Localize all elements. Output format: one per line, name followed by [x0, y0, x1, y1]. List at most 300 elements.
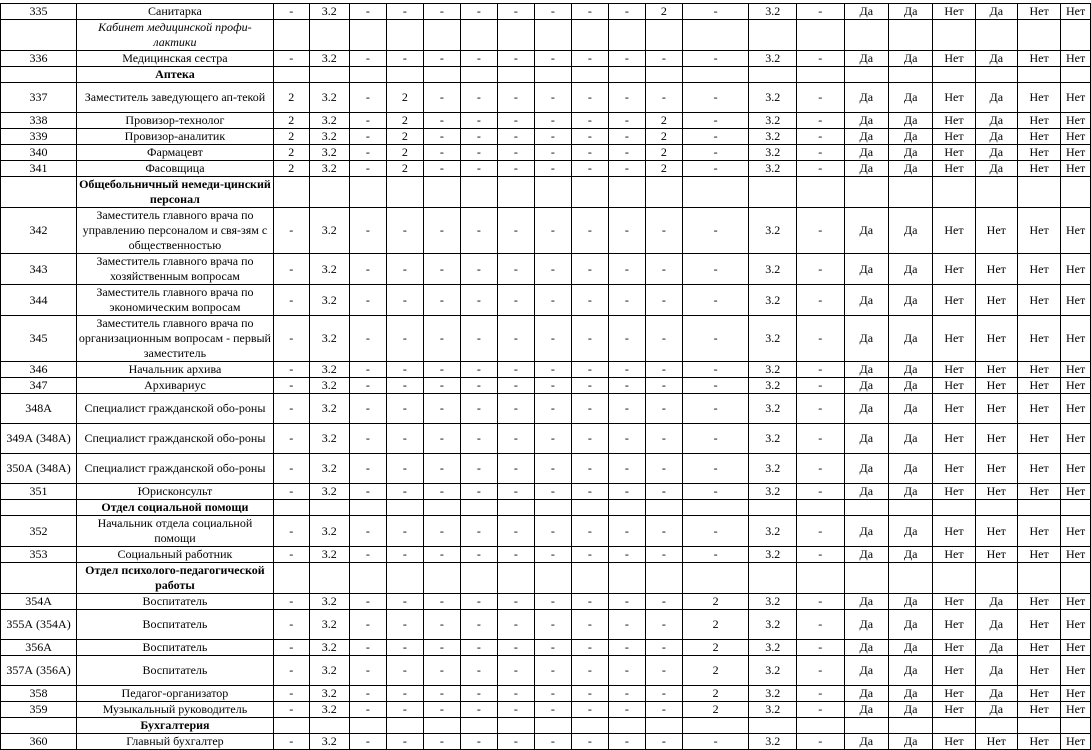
- value-cell: -: [423, 516, 460, 547]
- value-cell: -: [386, 516, 423, 547]
- value-cell: -: [682, 129, 749, 145]
- value-cell: 2: [682, 610, 749, 640]
- value-cell: -: [386, 656, 423, 686]
- value-cell: Да: [888, 656, 932, 686]
- value-cell: -: [682, 362, 749, 378]
- value-cell: -: [571, 734, 608, 750]
- value-cell: -: [682, 208, 749, 254]
- empty-cell: [797, 67, 845, 83]
- value-cell: 3.2: [309, 83, 349, 113]
- empty-cell: [460, 67, 497, 83]
- value-cell: Нет: [1017, 394, 1060, 424]
- value-cell: Нет: [933, 285, 975, 316]
- value-cell: 2: [645, 129, 682, 145]
- value-cell: Нет: [933, 113, 975, 129]
- empty-cell: [349, 563, 386, 594]
- value-cell: 2: [273, 145, 309, 161]
- empty-cell: [571, 563, 608, 594]
- section-title: Отдел социальной помощи: [77, 500, 274, 516]
- position-name-cell: Специалист гражданской обо-роны: [77, 424, 274, 454]
- value-cell: Да: [888, 547, 932, 563]
- value-cell: Да: [844, 702, 888, 718]
- value-cell: -: [645, 656, 682, 686]
- value-cell: -: [423, 686, 460, 702]
- value-cell: -: [273, 394, 309, 424]
- value-cell: Да: [844, 362, 888, 378]
- value-cell: Нет: [1061, 51, 1091, 67]
- table-row: [1, 454, 1091, 484]
- empty-cell: [608, 177, 645, 208]
- value-cell: -: [423, 610, 460, 640]
- value-cell: Нет: [1017, 161, 1060, 177]
- value-cell: -: [423, 145, 460, 161]
- value-cell: 3.2: [749, 484, 797, 500]
- empty-cell: [1061, 563, 1091, 594]
- value-cell: -: [460, 208, 497, 254]
- empty-cell: [682, 563, 749, 594]
- value-cell: Нет: [975, 362, 1017, 378]
- value-cell: -: [571, 656, 608, 686]
- position-name-cell: Воспитатель: [77, 610, 274, 640]
- table-row: [1, 656, 1091, 686]
- table-row: [1, 285, 1091, 316]
- value-cell: Нет: [975, 316, 1017, 362]
- empty-cell: [888, 718, 932, 734]
- value-cell: Нет: [1017, 594, 1060, 610]
- value-cell: -: [273, 254, 309, 285]
- value-cell: Да: [844, 547, 888, 563]
- empty-cell: [933, 67, 975, 83]
- value-cell: 3.2: [749, 610, 797, 640]
- value-cell: -: [386, 594, 423, 610]
- position-name-cell: Воспитатель: [77, 656, 274, 686]
- value-cell: -: [797, 594, 845, 610]
- value-cell: Да: [975, 594, 1017, 610]
- value-cell: -: [349, 208, 386, 254]
- value-cell: -: [386, 454, 423, 484]
- value-cell: -: [608, 316, 645, 362]
- value-cell: -: [497, 454, 534, 484]
- value-cell: Да: [975, 640, 1017, 656]
- value-cell: 2: [645, 4, 682, 20]
- value-cell: -: [349, 254, 386, 285]
- empty-cell: [1017, 67, 1060, 83]
- empty-cell: [749, 500, 797, 516]
- value-cell: -: [460, 145, 497, 161]
- table-row: [1, 254, 1091, 285]
- value-cell: -: [571, 640, 608, 656]
- empty-cell: [309, 177, 349, 208]
- section-header-row: [1, 177, 1091, 208]
- position-name-cell: Фармацевт: [77, 145, 274, 161]
- row-number-cell: 341: [1, 161, 77, 177]
- row-number-cell: 342: [1, 208, 77, 254]
- empty-cell: [797, 177, 845, 208]
- value-cell: -: [534, 394, 571, 424]
- table-row: [1, 734, 1091, 750]
- row-number-cell: 344: [1, 285, 77, 316]
- value-cell: Нет: [1061, 161, 1091, 177]
- value-cell: -: [608, 424, 645, 454]
- value-cell: -: [571, 145, 608, 161]
- value-cell: Да: [888, 254, 932, 285]
- empty-cell: [534, 67, 571, 83]
- empty-cell: [1017, 563, 1060, 594]
- position-name-cell: Санитарка: [77, 4, 274, 20]
- value-cell: Нет: [1061, 113, 1091, 129]
- empty-cell: [497, 563, 534, 594]
- value-cell: -: [608, 161, 645, 177]
- value-cell: -: [273, 51, 309, 67]
- section-header-row: [1, 67, 1091, 83]
- empty-cell: [460, 718, 497, 734]
- value-cell: -: [571, 454, 608, 484]
- value-cell: Нет: [933, 734, 975, 750]
- value-cell: Нет: [1061, 640, 1091, 656]
- value-cell: 3.2: [749, 394, 797, 424]
- value-cell: Нет: [975, 484, 1017, 500]
- value-cell: Нет: [1017, 610, 1060, 640]
- value-cell: -: [534, 51, 571, 67]
- row-number-cell: 345: [1, 316, 77, 362]
- value-cell: -: [682, 516, 749, 547]
- value-cell: -: [797, 113, 845, 129]
- value-cell: -: [423, 83, 460, 113]
- value-cell: -: [349, 734, 386, 750]
- value-cell: Нет: [933, 316, 975, 362]
- value-cell: Да: [975, 610, 1017, 640]
- value-cell: -: [534, 208, 571, 254]
- value-cell: Нет: [1061, 702, 1091, 718]
- value-cell: -: [534, 547, 571, 563]
- value-cell: Нет: [975, 547, 1017, 563]
- value-cell: -: [423, 113, 460, 129]
- empty-cell: [888, 177, 932, 208]
- value-cell: -: [386, 734, 423, 750]
- value-cell: Нет: [1017, 254, 1060, 285]
- value-cell: -: [349, 161, 386, 177]
- row-number-cell: 338: [1, 113, 77, 129]
- value-cell: -: [645, 734, 682, 750]
- value-cell: 3.2: [309, 362, 349, 378]
- value-cell: -: [460, 484, 497, 500]
- value-cell: -: [273, 285, 309, 316]
- empty-cell: [682, 500, 749, 516]
- empty-cell: [273, 20, 309, 51]
- value-cell: Нет: [1061, 285, 1091, 316]
- value-cell: Нет: [1017, 454, 1060, 484]
- value-cell: -: [460, 161, 497, 177]
- value-cell: -: [460, 316, 497, 362]
- value-cell: Да: [844, 594, 888, 610]
- position-name-cell: Заместитель главного врача по организационным вопросам - первый заместитель: [77, 316, 274, 362]
- row-number-cell: 354А: [1, 594, 77, 610]
- empty-cell: [273, 563, 309, 594]
- value-cell: Да: [975, 129, 1017, 145]
- value-cell: -: [797, 454, 845, 484]
- value-cell: -: [645, 454, 682, 484]
- table-row: [1, 113, 1091, 129]
- value-cell: Нет: [933, 4, 975, 20]
- value-cell: Да: [888, 285, 932, 316]
- value-cell: Нет: [975, 254, 1017, 285]
- value-cell: -: [423, 734, 460, 750]
- value-cell: 3.2: [309, 656, 349, 686]
- value-cell: 2: [682, 702, 749, 718]
- value-cell: Нет: [975, 378, 1017, 394]
- value-cell: -: [497, 129, 534, 145]
- value-cell: Нет: [1061, 145, 1091, 161]
- value-cell: Да: [888, 424, 932, 454]
- row-number-cell: 348А: [1, 394, 77, 424]
- empty-cell: [423, 20, 460, 51]
- value-cell: -: [682, 4, 749, 20]
- value-cell: -: [797, 129, 845, 145]
- value-cell: -: [497, 610, 534, 640]
- value-cell: -: [682, 734, 749, 750]
- section-header-row: [1, 500, 1091, 516]
- empty-cell: [386, 500, 423, 516]
- value-cell: -: [497, 484, 534, 500]
- empty-cell: [608, 563, 645, 594]
- value-cell: -: [423, 129, 460, 145]
- value-cell: -: [797, 161, 845, 177]
- value-cell: -: [797, 51, 845, 67]
- value-cell: -: [386, 378, 423, 394]
- value-cell: Да: [888, 702, 932, 718]
- value-cell: -: [645, 362, 682, 378]
- value-cell: 3.2: [749, 362, 797, 378]
- value-cell: 3.2: [309, 51, 349, 67]
- value-cell: -: [682, 145, 749, 161]
- value-cell: Да: [844, 83, 888, 113]
- value-cell: -: [797, 656, 845, 686]
- value-cell: -: [534, 686, 571, 702]
- empty-cell: [888, 500, 932, 516]
- value-cell: Да: [888, 484, 932, 500]
- value-cell: -: [423, 161, 460, 177]
- empty-cell: [309, 718, 349, 734]
- empty-cell: [975, 20, 1017, 51]
- value-cell: -: [608, 484, 645, 500]
- table-row: [1, 316, 1091, 362]
- value-cell: -: [273, 516, 309, 547]
- empty-cell: [608, 718, 645, 734]
- table-row: [1, 4, 1091, 20]
- value-cell: -: [349, 83, 386, 113]
- value-cell: -: [349, 4, 386, 20]
- empty-cell: [349, 67, 386, 83]
- empty-cell: [933, 718, 975, 734]
- value-cell: -: [608, 129, 645, 145]
- value-cell: 3.2: [309, 394, 349, 424]
- value-cell: -: [797, 394, 845, 424]
- value-cell: Да: [975, 4, 1017, 20]
- position-name-cell: Провизор-технолог: [77, 113, 274, 129]
- value-cell: Да: [975, 113, 1017, 129]
- empty-cell: [749, 563, 797, 594]
- value-cell: -: [423, 316, 460, 362]
- value-cell: -: [497, 594, 534, 610]
- value-cell: -: [682, 83, 749, 113]
- empty-cell: [1, 20, 77, 51]
- value-cell: -: [608, 547, 645, 563]
- empty-cell: [682, 177, 749, 208]
- value-cell: Нет: [975, 208, 1017, 254]
- value-cell: 2: [386, 113, 423, 129]
- value-cell: -: [797, 547, 845, 563]
- value-cell: -: [571, 516, 608, 547]
- value-cell: 3.2: [309, 424, 349, 454]
- empty-cell: [888, 563, 932, 594]
- value-cell: -: [497, 285, 534, 316]
- value-cell: 2: [386, 161, 423, 177]
- empty-cell: [682, 20, 749, 51]
- subsection-header-row: [1, 20, 1091, 51]
- row-number-cell: 357А (356А): [1, 656, 77, 686]
- value-cell: 3.2: [749, 316, 797, 362]
- value-cell: -: [534, 316, 571, 362]
- value-cell: -: [571, 129, 608, 145]
- value-cell: Нет: [933, 547, 975, 563]
- value-cell: Нет: [933, 686, 975, 702]
- value-cell: -: [423, 424, 460, 454]
- value-cell: -: [645, 83, 682, 113]
- value-cell: -: [349, 702, 386, 718]
- value-cell: -: [797, 640, 845, 656]
- value-cell: 3.2: [309, 316, 349, 362]
- value-cell: -: [682, 113, 749, 129]
- value-cell: Нет: [975, 285, 1017, 316]
- value-cell: Нет: [1061, 454, 1091, 484]
- empty-cell: [423, 67, 460, 83]
- value-cell: -: [797, 484, 845, 500]
- value-cell: -: [460, 610, 497, 640]
- position-name-cell: Заместитель главного врача по хозяйственным вопросам: [77, 254, 274, 285]
- position-name-cell: Специалист гражданской обо-роны: [77, 394, 274, 424]
- value-cell: 3.2: [749, 51, 797, 67]
- empty-cell: [497, 177, 534, 208]
- empty-cell: [844, 67, 888, 83]
- value-cell: -: [571, 83, 608, 113]
- value-cell: 2: [386, 129, 423, 145]
- empty-cell: [497, 20, 534, 51]
- value-cell: -: [497, 362, 534, 378]
- value-cell: -: [423, 362, 460, 378]
- value-cell: -: [273, 640, 309, 656]
- value-cell: -: [349, 316, 386, 362]
- value-cell: Нет: [933, 640, 975, 656]
- value-cell: -: [797, 285, 845, 316]
- empty-cell: [423, 563, 460, 594]
- value-cell: Нет: [1061, 208, 1091, 254]
- value-cell: Да: [844, 378, 888, 394]
- empty-cell: [645, 563, 682, 594]
- value-cell: -: [682, 394, 749, 424]
- empty-cell: [309, 67, 349, 83]
- value-cell: -: [460, 83, 497, 113]
- value-cell: -: [571, 686, 608, 702]
- value-cell: Нет: [1061, 378, 1091, 394]
- value-cell: -: [608, 516, 645, 547]
- value-cell: -: [497, 4, 534, 20]
- value-cell: -: [682, 161, 749, 177]
- row-number-cell: 360: [1, 734, 77, 750]
- section-title: Бухгалтерия: [77, 718, 274, 734]
- value-cell: -: [423, 4, 460, 20]
- value-cell: -: [497, 113, 534, 129]
- empty-cell: [460, 20, 497, 51]
- value-cell: -: [497, 640, 534, 656]
- value-cell: 2: [645, 161, 682, 177]
- empty-cell: [571, 67, 608, 83]
- value-cell: Нет: [1017, 516, 1060, 547]
- value-cell: Нет: [933, 129, 975, 145]
- value-cell: Да: [844, 161, 888, 177]
- empty-cell: [571, 177, 608, 208]
- empty-cell: [1061, 177, 1091, 208]
- value-cell: -: [497, 316, 534, 362]
- value-cell: -: [349, 686, 386, 702]
- empty-cell: [571, 718, 608, 734]
- table-row: [1, 145, 1091, 161]
- value-cell: -: [497, 254, 534, 285]
- value-cell: -: [645, 378, 682, 394]
- value-cell: Нет: [1017, 734, 1060, 750]
- value-cell: Да: [844, 394, 888, 424]
- value-cell: Нет: [933, 161, 975, 177]
- value-cell: Нет: [1061, 484, 1091, 500]
- position-name-cell: Заместитель главного врача по управлению персоналом и свя-зям с общественностью: [77, 208, 274, 254]
- value-cell: Нет: [975, 424, 1017, 454]
- empty-cell: [534, 718, 571, 734]
- table-row: [1, 484, 1091, 500]
- value-cell: Да: [844, 145, 888, 161]
- value-cell: -: [797, 208, 845, 254]
- table-row: [1, 51, 1091, 67]
- value-cell: 3.2: [749, 516, 797, 547]
- value-cell: -: [534, 362, 571, 378]
- empty-cell: [386, 20, 423, 51]
- value-cell: -: [571, 113, 608, 129]
- value-cell: Да: [888, 362, 932, 378]
- value-cell: -: [534, 285, 571, 316]
- value-cell: Нет: [933, 484, 975, 500]
- empty-cell: [534, 500, 571, 516]
- row-number-cell: 358: [1, 686, 77, 702]
- value-cell: Да: [888, 394, 932, 424]
- working-conditions-table: [0, 3, 1091, 750]
- value-cell: -: [797, 83, 845, 113]
- value-cell: -: [460, 378, 497, 394]
- section-title: Отдел психолого-педагогической работы: [77, 563, 274, 594]
- value-cell: Да: [844, 316, 888, 362]
- value-cell: 3.2: [309, 734, 349, 750]
- section-header-row: [1, 718, 1091, 734]
- value-cell: 3.2: [309, 702, 349, 718]
- value-cell: -: [571, 254, 608, 285]
- value-cell: Нет: [933, 516, 975, 547]
- value-cell: -: [423, 378, 460, 394]
- position-name-cell: Музыкальный руководитель: [77, 702, 274, 718]
- empty-cell: [309, 20, 349, 51]
- value-cell: -: [273, 4, 309, 20]
- empty-cell: [608, 67, 645, 83]
- value-cell: Да: [888, 734, 932, 750]
- value-cell: Да: [844, 254, 888, 285]
- value-cell: -: [682, 51, 749, 67]
- value-cell: -: [608, 394, 645, 424]
